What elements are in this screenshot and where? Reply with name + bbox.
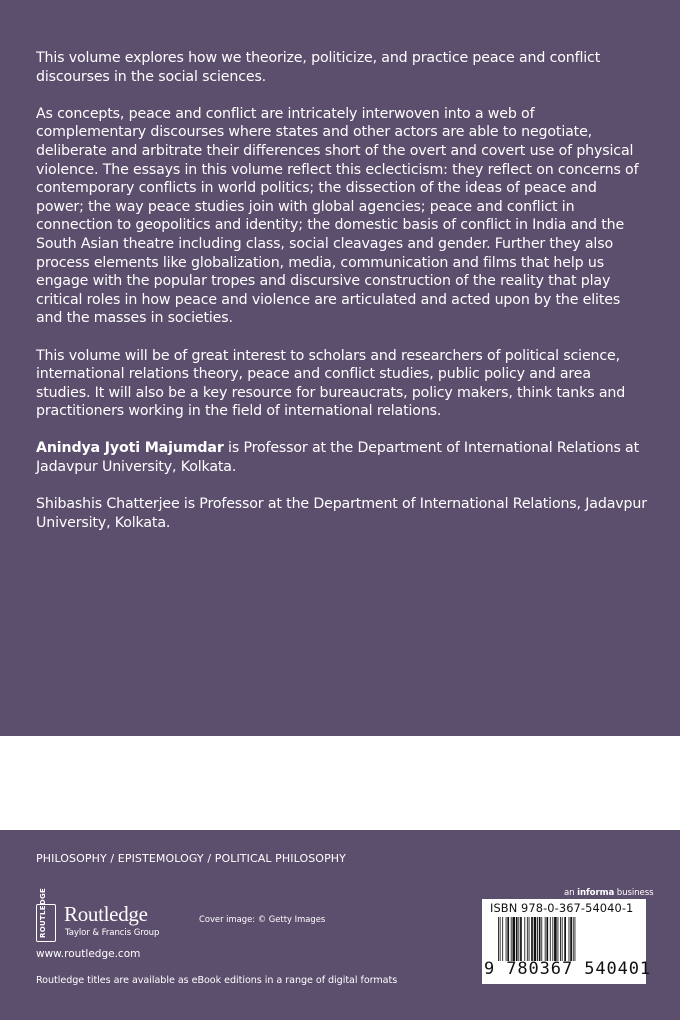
cover-image-credit: Cover image: © Getty Images bbox=[199, 914, 326, 924]
blurb-paragraph-concepts: As concepts, peace and conflict are intricately interwoven into a web of complementary discourses where states and other actors are able to negotiate, deliberate and arbitrate their differences short of the overt and covert use of physical violence. The essays in this volume reflect this eclecticism: they reflect on concerns of contemporary conflicts in world politics; the dissection of the ideas of peace and power; the way peace studies join with global agencies; peace and conflict in connection to geopolitics and identity; the domestic basis of conflict in India and the South Asian theatre including class, social cleavages and gender. Further they also process elements like globalization, media, communication and films that help us engage with the popular tropes and discursive construction of the reality that play critical roles in how peace and violence are articulated and acted upon by the elites and the masses in societies. bbox=[36, 105, 639, 327]
author-bio-2: Shibashis Chatterjee is Professor at the Department of International Relations, Jadavpur University, Kolkata. bbox=[36, 496, 647, 531]
white-band bbox=[0, 736, 680, 830]
author-1-description: is Professor at the Department of International Relations at Jadavpur University, Kolkata. bbox=[36, 440, 640, 476]
blurb-text bbox=[36, 49, 648, 551]
blurb-paragraph-intro: This volume explores how we theorize, politicize, and practice peace and conflict discourses in the social sciences. bbox=[36, 50, 601, 85]
blurb-paragraph-audience: This volume will be of great interest to scholars and researchers of political science, international relations theory, peace and conflict studies, public policy and area studies. It will also be a key resource for bureaucrats, policy makers, think tanks and practitioners working in the field of international relations. bbox=[36, 347, 626, 420]
isbn-number: ISBN 978-0-367-54040-1 bbox=[490, 901, 634, 915]
informa-tagline: an informa business bbox=[564, 888, 654, 898]
isbn-barcode-box bbox=[482, 899, 652, 984]
routledge-mark-icon: ROUTLEDGE bbox=[36, 904, 56, 942]
publisher-name: Routledge bbox=[64, 902, 148, 926]
subject-category: PHILOSOPHY / EPISTEMOLOGY / POLITICAL PHILOSOPHY bbox=[36, 852, 346, 865]
author-1-name: Anindya Jyoti Majumdar bbox=[36, 440, 224, 457]
barcode-icon bbox=[498, 917, 640, 961]
barcode-digits: 9 780367 540401 bbox=[484, 959, 652, 979]
publisher-group: Taylor & Francis Group bbox=[65, 928, 160, 938]
ebook-note: Routledge titles are available as eBook editions in a range of digital formats bbox=[36, 975, 398, 986]
publisher-logo bbox=[36, 887, 186, 944]
author-bio-1 bbox=[36, 439, 648, 476]
publisher-website: www.routledge.com bbox=[36, 948, 141, 960]
